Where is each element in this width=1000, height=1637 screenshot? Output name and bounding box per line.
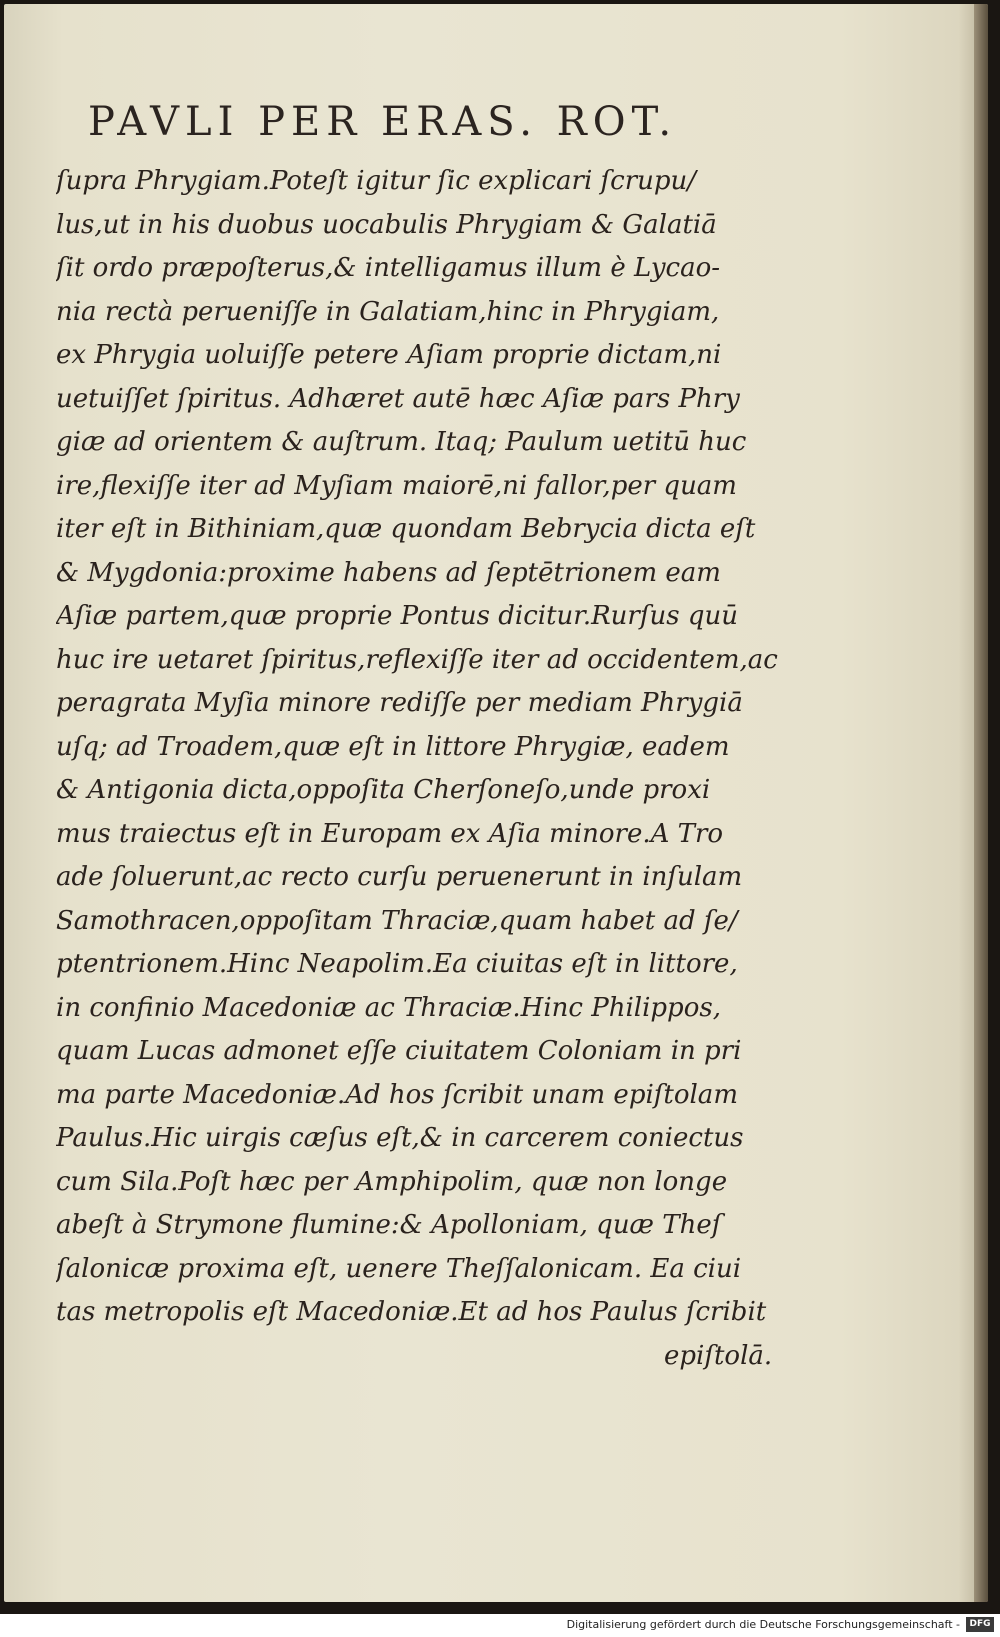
text-line: cum Sila.Poſt hæc per Amphipolim, quæ non longe	[56, 1166, 728, 1197]
page-binding-edge	[974, 4, 988, 1602]
text-line: huc ire uetaret ſpiritus,reflexiſſe iter ad occidentem,ac	[56, 644, 778, 675]
text-line: tas metropolis eſt Macedoniæ.Et ad hos Paulus ſcribit	[56, 1297, 767, 1327]
running-header: PAVLI PER ERAS. ROT.	[88, 99, 678, 145]
text-line: mus traiectus eſt in Europam ex Aſia minore.A Tro	[56, 818, 724, 849]
book-page	[4, 4, 988, 1602]
text-line: peragrata Myſia minore rediſſe per mediam Phrygiā	[56, 688, 743, 718]
text-line: Paulus.Hic uirgis cæſus eſt,& in carcerem coniectus	[56, 1123, 744, 1153]
text-line: Samothracen,oppoſitam Thraciæ,quam habet ad ſe/	[56, 905, 738, 936]
text-line: ptentrionem.Hinc Neapolim.Ea ciuitas eſt in littore,	[56, 949, 738, 979]
text-line: lus,ut in his duobus uocabulis Phrygiam & Galatiā	[56, 209, 717, 240]
text-line: ſupra Phrygiam.Poteſt igitur ſic explicari ſcrupu/	[56, 166, 697, 196]
text-line: in confinio Macedoniæ ac Thraciæ.Hinc Philippos,	[56, 992, 721, 1023]
text-line: giæ ad orientem & auſtrum. Itaq; Paulum uetitū huc	[56, 427, 747, 457]
text-line: nia rectà perueniſſe in Galatiam,hinc in Phrygiam,	[56, 296, 720, 327]
page-body-text	[56, 160, 786, 1378]
text-line: abeſt à Strymone flumine:& Apolloniam, quæ Theſ	[56, 1210, 722, 1240]
text-line: & Mygdonia:proxime habens ad ſeptētrionem eam	[56, 557, 721, 588]
funding-credit: Digitalisierung gefördert durch die Deutsche Forschungsgemeinschaft -	[566, 1618, 960, 1631]
text-line: ma parte Macedoniæ.Ad hos ſcribit unam epiſtolam	[56, 1079, 738, 1110]
text-line: uetuiſſet ſpiritus. Adhæret autē hæc Aſiæ pars Phry	[56, 383, 740, 414]
text-line: Aſiæ partem,quæ proprie Pontus dicitur.Rurſus quū	[56, 601, 738, 631]
text-line: iter eſt in Bithiniam,quæ quondam Bebrycia dicta eſt	[56, 514, 756, 544]
text-line: uſq; ad Troadem,quæ eſt in littore Phrygiæ, eadem	[56, 731, 730, 762]
text-line: quam Lucas admonet eſſe ciuitatem Coloniam in pri	[56, 1036, 742, 1066]
dfg-logo: DFG	[966, 1617, 994, 1632]
text-line: & Antigonia dicta,oppoſita Cherſoneſo,unde proxi	[56, 775, 711, 805]
text-line-final: epiſtolā.	[664, 1340, 773, 1371]
text-line: ade ſoluerunt,ac recto curſu peruenerunt in inſulam	[56, 862, 743, 892]
text-line: ire,flexiſſe iter ad Myſiam maiorē,ni fallor,per quam	[56, 470, 737, 501]
text-line: ex Phrygia uoluiſſe petere Aſiam proprie dictam,ni	[56, 340, 722, 370]
text-line: ſit ordo præpoſterus,& intelligamus illum è Lycao‑	[56, 253, 721, 283]
digitization-footer	[0, 1614, 1000, 1637]
text-line: ſalonicæ proxima eſt, uenere Theſſalonicam. Ea ciui	[56, 1253, 742, 1284]
